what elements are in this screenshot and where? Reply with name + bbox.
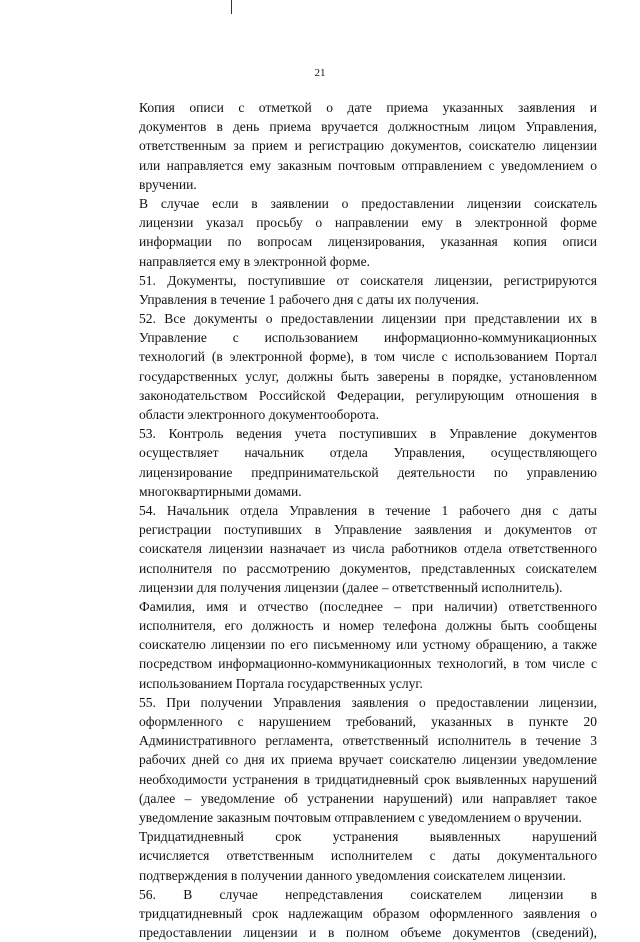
text-line: исполнителя по рассмотрению документов, представленных соискателем (139, 560, 597, 576)
text-line: вручении. (139, 176, 197, 192)
paragraph-55 (95, 693, 597, 827)
paragraph-copy-of-inventory (95, 98, 597, 194)
text-line: 55. При получении Управления заявления о предоставлении лицензии, (139, 694, 597, 710)
paragraph-53 (95, 424, 597, 501)
text-line: 54. Начальник отдела Управления в течение 1 рабочего дня с даты (139, 502, 597, 518)
paragraph-54-responsible-person (95, 597, 597, 693)
text-line: государственных услуг, должны быть заверены в порядке, установленном (139, 368, 597, 384)
text-line: Управление с использованием информационно-коммуникационных (139, 330, 597, 346)
text-line: ответственным за прием и регистрацию документов, соискателю лицензии (139, 138, 597, 154)
text-line: рабочих дней со дня их приема вручает соискателю лицензии уведомление (139, 752, 597, 768)
text-line: или направляется ему заказным почтовым отправлением с уведомлением о (139, 157, 597, 173)
text-line: лицензии указал просьбу о направлении ему в электронной форме (139, 215, 597, 231)
text-line: оформленного с нарушением требований, указанных в пункте 20 (139, 714, 597, 729)
text-line: многоквартирными домами. (139, 483, 302, 499)
text-line: 53. Контроль ведения учета поступивших в Управление документов (139, 426, 597, 442)
text-line: области электронного документооборота. (139, 407, 379, 422)
text-line: подтверждения в получении данного уведомления соискателем лицензии. (139, 867, 566, 883)
text-line: В случае если в заявлении о предоставлении лицензии соискатель (139, 195, 597, 211)
text-line: тридцатидневный срок надлежащим образом оформленного заявления о (139, 905, 597, 921)
text-line: Административного регламента, ответственный исполнитель в течение 3 (139, 733, 597, 749)
text-line: (далее – уведомление об устранении нарушений) или направляет такое (139, 790, 597, 806)
text-line: соискателю лицензии по его письменному или устному обращению, а также (139, 637, 597, 653)
text-line: предоставлении лицензии и в полном объеме документов (сведений), (139, 925, 597, 941)
text-line: 52. Все документы о предоставлении лицензии при представлении их в (139, 311, 597, 327)
text-line: исполнителя, его должность и номер телефона должны быть сообщены (139, 618, 597, 634)
text-line: исчисляется ответственным исполнителем с даты документального (139, 848, 597, 864)
scan-edge-mark (231, 0, 232, 14)
text-line: информации по вопросам лицензирования, указанная копия описи (139, 234, 597, 250)
text-line: уведомление заказным почтовым отправлением с уведомлением о вручении. (139, 809, 582, 825)
text-line: посредством информационно-коммуникационных технологий, в том числе с (139, 656, 597, 672)
text-line: необходимости устранения в тридцатидневный срок выявленных нарушений (139, 771, 597, 787)
text-line: 51. Документы, поступившие от соискателя лицензии, регистрируются (139, 272, 597, 288)
text-line: осуществляет начальник отдела Управления, осуществляющего (139, 445, 597, 461)
text-line: технологий (в электронной форме), в том числе с использованием Портал (139, 349, 597, 365)
document-body (95, 98, 597, 942)
text-line: соискателя лицензии назначает из числа работников отдела ответственного (139, 541, 597, 557)
paragraph-51 (95, 271, 597, 309)
text-line: направляется ему в электронной форме. (139, 253, 370, 269)
text-line: использованием Портала государственных услуг. (139, 675, 423, 691)
text-line: законодательством Российской Федерации, регулирующим отношения в (139, 387, 597, 403)
text-line: Управления в течение 1 рабочего дня с даты их получения. (139, 291, 479, 307)
paragraph-electronic-copy (95, 194, 597, 271)
text-line: лицензии для получения лицензии (далее – ответственный исполнитель). (139, 579, 563, 595)
page-number: 21 (314, 67, 326, 79)
paragraph-54 (95, 501, 597, 597)
paragraph-55-thirty-day-term (95, 827, 597, 885)
paragraph-52 (95, 309, 597, 424)
paragraph-56 (95, 885, 597, 942)
text-line: 56. В случае непредставления соискателем лицензии в (139, 886, 597, 902)
text-line: документов в день приема вручается должностным лицом Управления, (139, 119, 597, 135)
text-line: Копия описи с отметкой о дате приема указанных заявления и (139, 100, 597, 115)
text-line: Тридцатидневный срок устранения выявленных нарушений (139, 829, 597, 845)
text-line: Фамилия, имя и отчество (последнее – при наличии) ответственного (139, 598, 597, 614)
text-line: лицензирование предпринимательской деятельности по управлению (139, 464, 597, 480)
text-line: регистрации поступивших в Управление заявления и документов от (139, 522, 597, 538)
